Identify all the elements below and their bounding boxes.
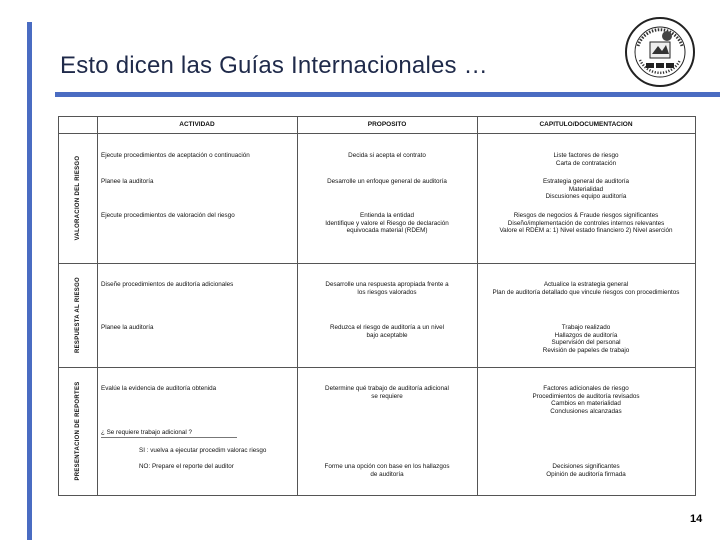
slide-title: Esto dicen las Guías Internacionales … bbox=[60, 52, 488, 79]
actividad-cell: Evalúe la evidencia de auditoría obtenida bbox=[101, 385, 217, 392]
actividad-cell: Planee la auditoría bbox=[101, 324, 154, 331]
actividad-cell: Ejecute procedimientos de valoración del riesgo bbox=[101, 212, 235, 219]
header-actividad: ACTIVIDAD bbox=[179, 121, 215, 128]
capitulo-cell: Liste factores de riesgo Carta de contratación bbox=[553, 152, 619, 167]
capitulo-cell: Trabajo realizado Hallazgos de auditoría Supervisión del personal Revisión de papeles de trabajo bbox=[542, 324, 630, 354]
column-divider bbox=[297, 117, 298, 495]
section-label-reportes: PRESENTACION DE REPORTES bbox=[75, 381, 81, 481]
actividad-cell: Diseñe procedimientos de auditoría adicionales bbox=[101, 281, 234, 288]
section-divider bbox=[59, 367, 695, 368]
proposito-cell: Decida si acepta el contrato bbox=[348, 152, 426, 159]
proposito-cell: Forme una opción con base en los hallazgos de auditoría bbox=[324, 463, 450, 478]
proposito-cell: Entienda la entidad Identifique y valore el Riesgo de declaración equivocada material (RDEM) bbox=[325, 212, 449, 234]
title-underline bbox=[55, 92, 720, 97]
capitulo-cell: Actualice la estrategia general Plan de auditoría detallado que vincule riesgos con procedimientos bbox=[492, 281, 680, 296]
question-line: ¿ Se requiere trabajo adicional ? bbox=[101, 429, 193, 436]
page-number: 14 bbox=[690, 513, 703, 525]
header-capitulo: CAPITULO/DOCUMENTACION bbox=[539, 121, 633, 128]
capitulo-cell: Decisiones significantes Opinión de auditoría firmada bbox=[546, 463, 626, 478]
audit-process-table bbox=[58, 116, 696, 496]
no-branch-line: NO: Prepare el reporte del auditor bbox=[139, 463, 234, 470]
section-label-respuesta: RESPUESTA AL RIESGO bbox=[75, 276, 81, 354]
left-accent-bar bbox=[27, 22, 32, 540]
proposito-cell: Determine qué trabajo de auditoría adicional se requiere bbox=[325, 385, 449, 400]
proposito-cell: Desarrolle un enfoque general de auditoría bbox=[327, 178, 447, 185]
capitulo-cell: Riesgos de negocios & Fraude riesgos significantes Diseño/implementación de controles internos relevantes Valore el RDEM a: 1) Nivel estado financiero 2) Nivel aserción bbox=[499, 212, 673, 234]
yes-branch-line: SI : vuelva a ejecutar procedim valorac riesgo bbox=[139, 447, 267, 454]
question-underline bbox=[101, 437, 237, 438]
proposito-cell: Desarrolle una respuesta apropiada frente a los riesgos valorados bbox=[325, 281, 449, 296]
actividad-cell: Ejecute procedimientos de aceptación o continuación bbox=[101, 152, 250, 159]
section-label-valoracion: VALORACION DEL RIESGO bbox=[75, 155, 81, 241]
capitulo-cell: Estrategia general de auditoría Materialidad Discusiones equipo auditoría bbox=[542, 178, 630, 200]
actividad-cell: Planee la auditoría bbox=[101, 178, 154, 185]
column-divider bbox=[477, 117, 478, 495]
header-proposito: PROPOSITO bbox=[367, 121, 407, 128]
proposito-cell: Reduzca el riesgo de auditoría a un nivel bajo aceptable bbox=[329, 324, 445, 339]
column-divider bbox=[97, 117, 98, 495]
header-divider bbox=[59, 133, 695, 134]
capitulo-cell: Factores adicionales de riesgo Procedimientos de auditoría revisados Cambios en materialidad Conclusiones alcanzadas bbox=[532, 385, 640, 415]
institution-seal-logo bbox=[624, 16, 696, 88]
section-divider bbox=[59, 263, 695, 264]
